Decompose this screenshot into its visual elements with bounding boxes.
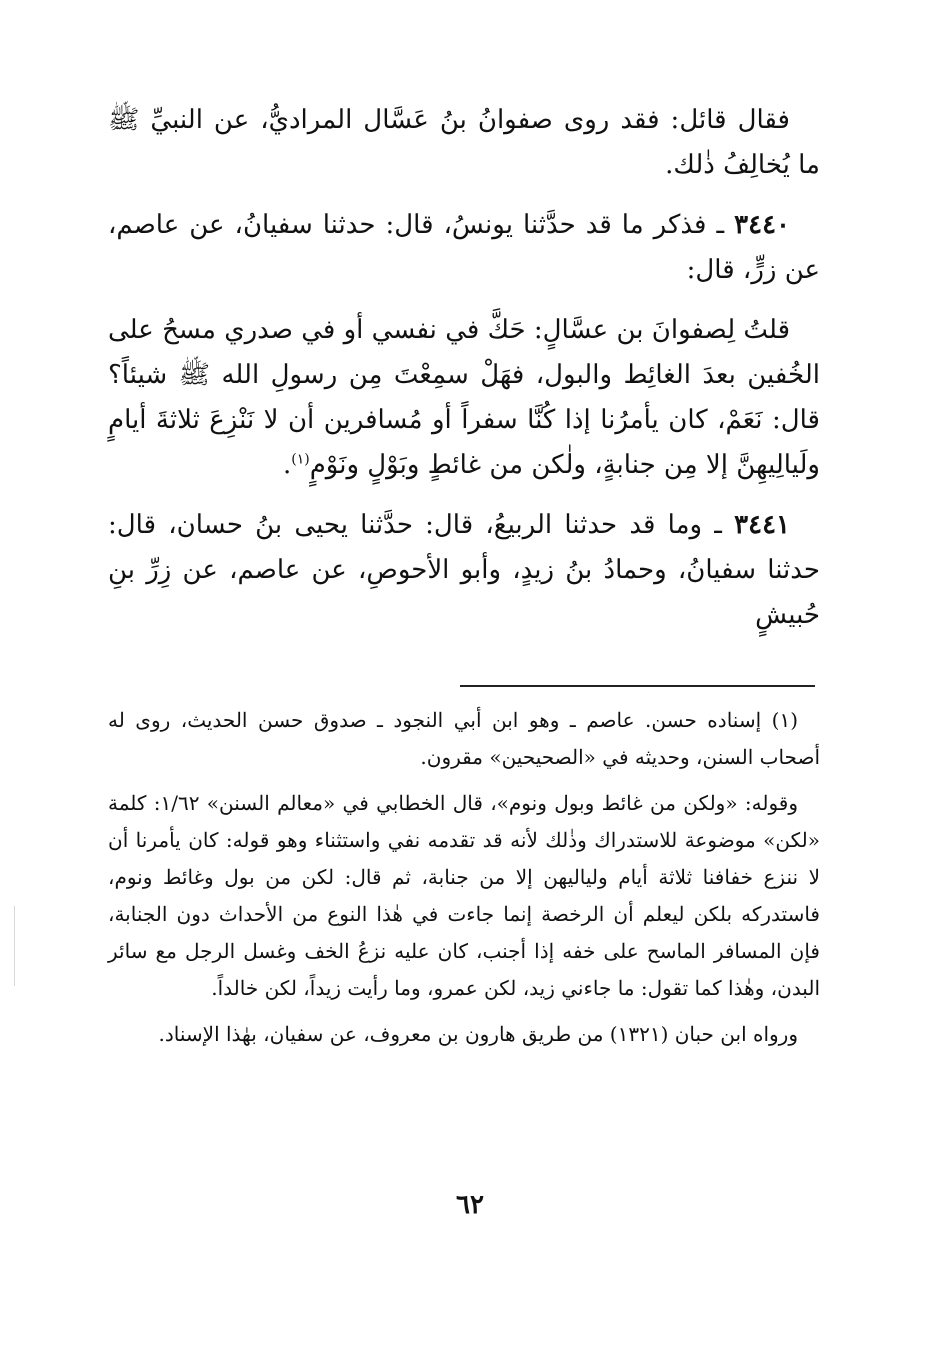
footnote-separator bbox=[460, 685, 815, 687]
hadith-3440 bbox=[108, 203, 820, 293]
footnote-marker[interactable]: (١) bbox=[291, 451, 310, 468]
paragraph-text: فقال قائل: فقد روى صفوانُ بنُ عَسَّال المراديُّ، عن النبيِّ ﷺ ما يُخالِفُ ذٰلك. bbox=[108, 105, 820, 180]
paragraph-quote bbox=[108, 308, 820, 488]
footnote-source: ورواه ابن حبان (١٣٢١) من طريق هارون بن معروف، عن سفيان، بهٰذا الإسناد. bbox=[158, 1022, 798, 1046]
paragraph-tail: . bbox=[282, 450, 292, 480]
paragraph-text: ـ فذكر ما قد حدَّثنا يونسُ، قال: حدثنا سفيانُ، عن عاصم، عن زرٍّ، قال: bbox=[108, 210, 820, 285]
paragraph-text: قلتُ لِصفوانَ بن عسَّالٍ: حَكَّ في نفسي أو في صدري مسحُ على الخُفين بعدَ الغائِط والبول، فهَلْ سمِعْتَ مِن رسولِ الله ﷺ شيئاً؟ قال: نَعَمْ، كان يأمرُنا إذا كُنَّا سفراً أو مُسافرين أن لا نَنْزِعَ ثلاثةَ أيامٍ ولَيالِيهِنَّ إلا مِن جنابةٍ، ولٰكن من غائطٍ وبَوْلٍ ونَوْمٍ bbox=[108, 315, 820, 480]
page-number: ٦٢ bbox=[456, 1190, 484, 1220]
hadith-number: ٣٤٤٠ bbox=[734, 210, 790, 240]
footnote-1: (١) إسناده حسن. عاصم ـ وهو ابن أبي النجود ـ صدوق حسن الحديث، روى له أصحاب السنن، وحديثه في «الصحيحين» مقرون. bbox=[108, 708, 820, 769]
footnotes bbox=[108, 702, 820, 1062]
paragraph-question bbox=[108, 98, 820, 188]
scan-margin-line bbox=[14, 906, 15, 986]
hadith-3441 bbox=[108, 503, 820, 638]
paragraph-text: ـ وما قد حدثنا الربيعُ، قال: حدَّثنا يحيى بنُ حسان، قال: حدثنا سفيانُ، وحمادُ بنُ زيدٍ، وأبو الأحوصِ، عن عاصم، عن زِرِّ بنِ حُبيشٍ bbox=[108, 510, 820, 630]
hadith-number: ٣٤٤١ bbox=[734, 510, 790, 540]
main-text bbox=[108, 98, 820, 653]
footnote-commentary: وقوله: «ولكن من غائط وبول ونوم»، قال الخطابي في «معالم السنن» ١/٦٢: كلمة «لكن» موضوعة للاستدراك وذٰلك لأنه قد تقدمه نفي واستثناء وهو قوله: كان يأمرنا أن لا ننزع خفافنا ثلاثة أيام ولياليهن إلا من جنابة، ثم قال: لكن من بول وغائط ونوم، فاستدركه بلكن ليعلم أن الرخصة إنما جاءت في هٰذا النوع من الأحداث دون الجنابة، فإن المسافر الماسح على خفه إذا أجنب، كان عليه نزعُ الخف وغسل الرجل مع سائر البدن، وهٰذا كما تقول: ما جاءني زيد، لكن عمرو، وما رأيت زيداً، لكن خالداً. bbox=[108, 791, 820, 1000]
